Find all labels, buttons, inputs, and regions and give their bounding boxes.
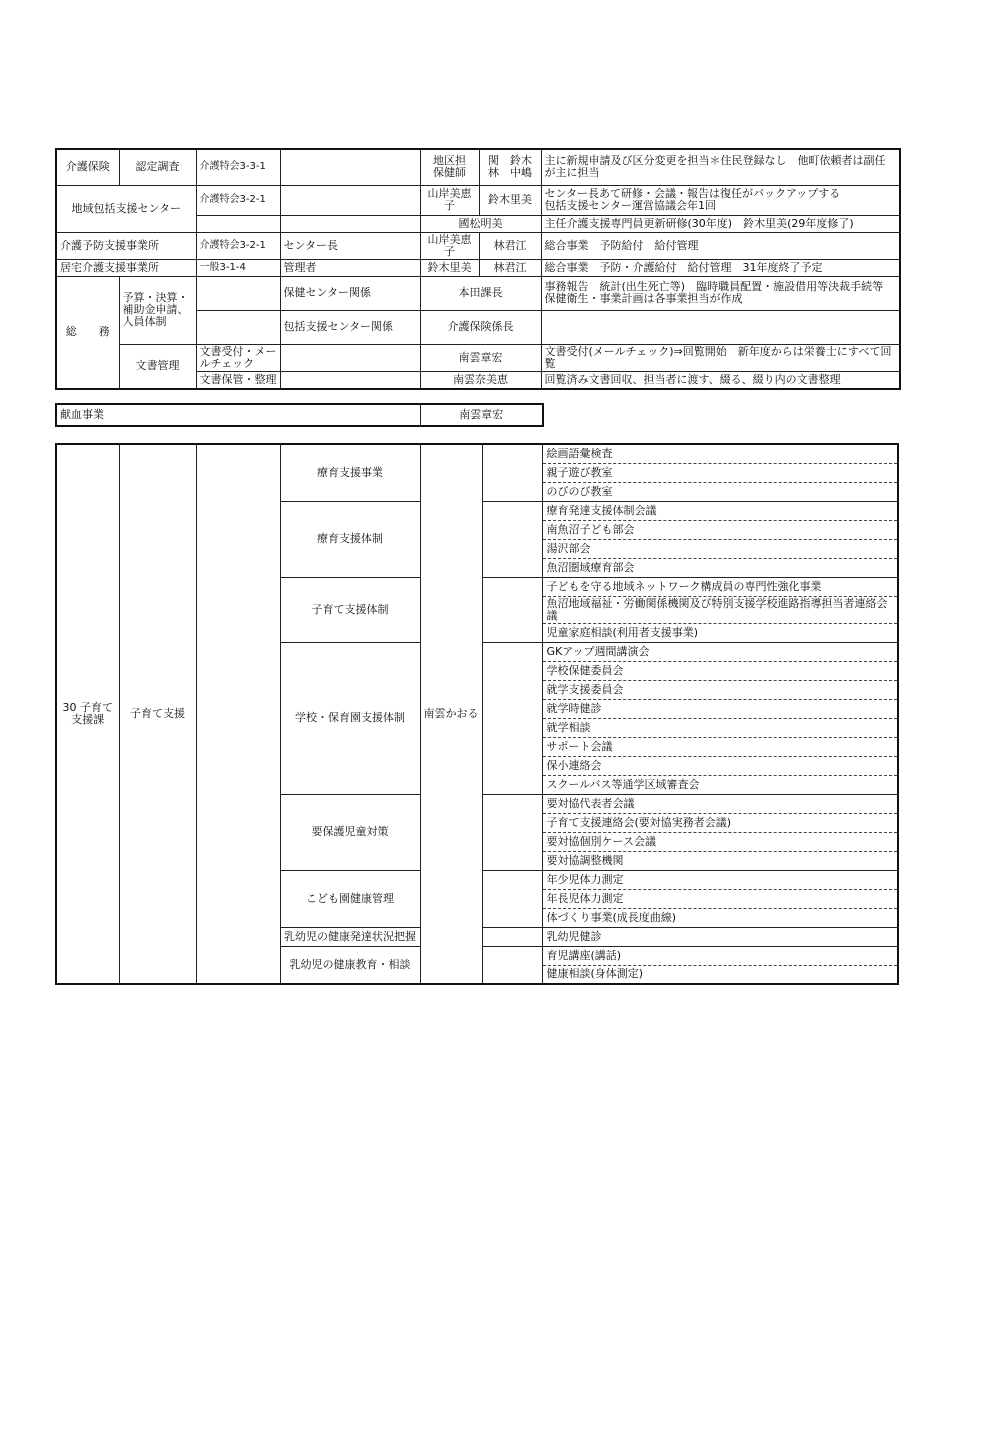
blank-cell [280,215,420,232]
blank-cell [482,642,542,794]
kenketsu-person: 南雲章宏 [420,404,543,426]
list-item: 療育発達支援体制会議 [542,501,898,520]
blank-cell [196,310,280,344]
blank-cell [482,501,542,577]
blank-cell [482,444,542,501]
uketsuke-person: 南雲章宏 [420,344,541,371]
kenketsu-table [55,403,544,427]
yobou-desc: 総合事業 予防給付 給付管理 [541,232,900,259]
group-name: こども園健康管理 [280,870,420,927]
uketsuke-desc: 文書受付(メールチェック)⇒回覧開始 新年度からは栄養士にすべて回覧 [541,344,900,371]
list-item: 学校保健委員会 [542,661,898,680]
chiku-hokenshi: 地区担 保健師 [420,149,479,185]
list-item: 子どもを守る地域ネットワーク構成員の専門性強化事業 [542,577,898,596]
group-name: 要保護児童対策 [280,794,420,870]
list-item: のびのび教室 [542,482,898,501]
kosodate-person: 南雲かおる [420,444,482,984]
group-name: 子育て支援体制 [280,577,420,642]
kaigo-persons: 関 鈴木 林 中嶋 [479,149,541,185]
list-item: サポート会議 [542,737,898,756]
list-item: 南魚沼子ども部会 [542,520,898,539]
houkatsu-desc2: 主任介護支援専門員更新研修(30年度) 鈴木里美(29年度修了) [541,215,900,232]
dept-label: 30 子育て 支援課 [56,444,119,984]
list-item: 子育て支援連絡会(要対協実務者会議) [542,813,898,832]
yobou-person1: 山岸美恵子 [420,232,479,259]
kyotaku-person2: 林君江 [479,259,541,276]
list-item: 児童家庭相談(利用者支援事業) [542,623,898,642]
hokan-label: 文書保管・整理 [196,371,280,389]
hoken-center-label: 保健センター関係 [280,276,420,310]
yobou-role: センター長 [280,232,420,259]
yobou-code: 介護特会3-2-1 [196,232,280,259]
hokan-desc: 回覧済み文書回収、担当者に渡す、綴る、綴り内の文書整理 [541,371,900,389]
group-name: 療育支援事業 [280,444,420,501]
blank-cell [280,185,420,215]
blank-cell [280,371,420,389]
yosan-label: 予算・決算・補助金申請、人員体制 [119,276,196,344]
list-item: 年長児体力測定 [542,889,898,908]
kyotaku-code: 一般3-1-4 [196,259,280,276]
group-name: 乳幼児の健康教育・相談 [280,946,420,984]
hoken-person: 本田課長 [420,276,541,310]
section-label: 子育て支援 [119,444,196,984]
list-item: 魚沼圏域療育部会 [542,558,898,577]
blank-cell [196,444,280,984]
kosodate-body [56,444,898,984]
blank-cell [280,149,420,185]
yobou-label: 介護予防支援事業所 [56,232,196,259]
houkatsu-person3: 國松明美 [420,215,541,232]
list-item: 要対協調整機関 [542,851,898,870]
list-item: 年少児体力測定 [542,870,898,889]
kyotaku-person1: 鈴木里美 [420,259,479,276]
hokan-person: 南雲奈美恵 [420,371,541,389]
blank-cell [541,310,900,344]
houkatsu-person1: 山岸美恵子 [420,185,479,215]
blank-cell [482,870,542,927]
nintei-chousa-label: 認定調査 [119,149,196,185]
houkatsu-desc1: センター長あて研修・会議・報告は復任がバックアップする 包括支援センター運営協議会年1回 [541,185,900,215]
uketsuke-label: 文書受付・メールチェック [196,344,280,371]
blank-cell [482,946,542,984]
kenketsu-label: 献血事業 [56,404,420,426]
list-item: GKアップ週間講演会 [542,642,898,661]
kyotaku-label: 居宅介護支援事業所 [56,259,196,276]
list-item: 健康相談(身体測定) [542,965,898,984]
group-name: 療育支援体制 [280,501,420,577]
kosodate-table [55,443,899,985]
blank-cell [482,927,542,946]
upper-table [55,148,901,390]
hoken-desc: 事務報告 統計(出生死亡等) 臨時職員配置・施設借用等決裁手続等 保健衛生・事業計画は各事業担当が作成 [541,276,900,310]
houkatsu-label: 地域包括支援センター [56,185,196,232]
houkatsu-person2: 鈴木里美 [479,185,541,215]
yobou-person2: 林君江 [479,232,541,259]
kaigo-hoken-label: 介護保険 [56,149,119,185]
list-item: 保小連絡会 [542,756,898,775]
kaigo-desc: 主に新規申請及び区分変更を担当＊住民登録なし 他町依頼者は副任が主に担当 [541,149,900,185]
kaigo-code: 介護特会3-3-1 [196,149,280,185]
kyotaku-role: 管理者 [280,259,420,276]
blank-cell [196,215,280,232]
list-item: 就学時健診 [542,699,898,718]
blank-cell [482,577,542,642]
houkatsu-code: 介護特会3-2-1 [196,185,280,215]
list-item: 育児講座(講話) [542,946,898,965]
list-item: 絵画語彙検査 [542,444,898,463]
houkatsu-center-person: 介護保険係長 [420,310,541,344]
list-item: 乳幼児健診 [542,927,898,946]
list-item: 湯沢部会 [542,539,898,558]
group-name: 乳幼児の健康発達状況把握 [280,927,420,946]
list-item: 就学相談 [542,718,898,737]
list-item: 魚沼地域福祉・労働関係機関及び特別支援学校進路指導担当者連絡会議 [542,596,898,623]
list-item: 就学支援委員会 [542,680,898,699]
list-item: 要対協代表者会議 [542,794,898,813]
group-name: 学校・保育園支援体制 [280,642,420,794]
blank-cell [196,276,280,310]
list-item: 要対協個別ケース会議 [542,832,898,851]
list-item: スクールバス等通学区域審査会 [542,775,898,794]
bunsho-label: 文書管理 [119,344,196,389]
blank-cell [482,794,542,870]
kyotaku-desc: 総合事業 予防・介護給付 給付管理 31年度終了予定 [541,259,900,276]
list-item: 体づくり事業(成長度曲線) [542,908,898,927]
houkatsu-center-label: 包括支援センター関係 [280,310,420,344]
list-item: 親子遊び教室 [542,463,898,482]
blank-cell [280,344,420,371]
soumu-label: 総 務 [56,276,119,389]
